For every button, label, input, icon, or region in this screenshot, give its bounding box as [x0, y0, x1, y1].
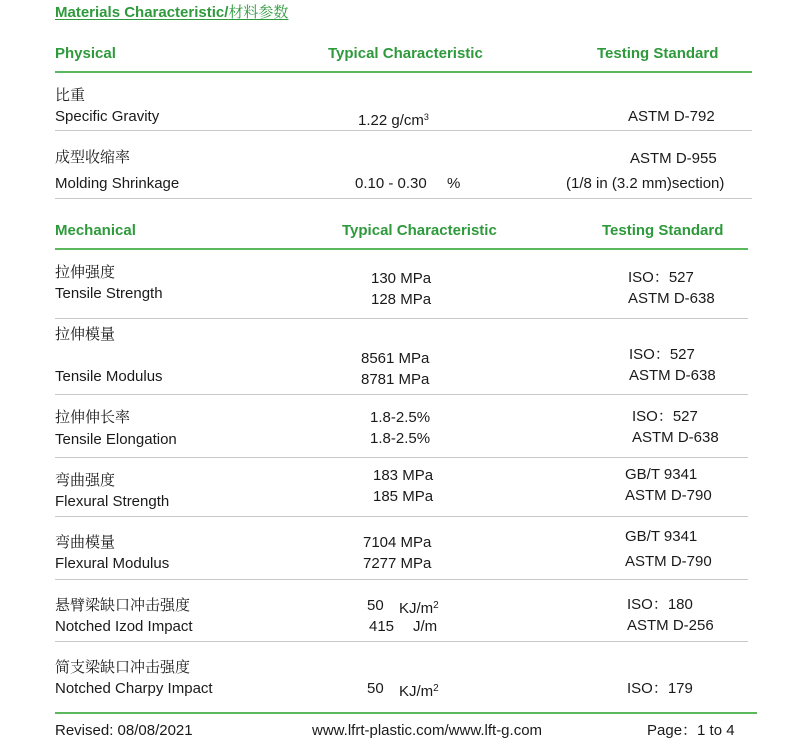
tensile-modulus-en: Tensile Modulus [55, 368, 163, 385]
notched-charpy-cn: 简支梁缺口冲击强度 [55, 659, 191, 676]
row-divider [55, 394, 748, 395]
notched-izod-standard-2: ASTM D-256 [627, 617, 714, 634]
tensile-strength-value-2: 128 MPa [371, 291, 432, 308]
row-divider [55, 198, 752, 199]
notched-charpy-unit: $KJ/m^2$ [399, 683, 439, 700]
row-divider [55, 516, 748, 517]
molding-shrinkage-standard: ASTM D-955 [630, 150, 717, 167]
notched-izod-value-1: 50 [367, 597, 384, 614]
molding-shrinkage-standard-note: (1/8 in (3.2 mm)section) [566, 175, 725, 192]
physical-header-label: Physical [55, 45, 116, 62]
physical-header-rule [55, 71, 752, 73]
tensile-elongation-value-2: 1.8-2.5% [370, 430, 431, 447]
specific-gravity-en: Specific Gravity [55, 108, 160, 125]
molding-shrinkage-cn: 成型收缩率 [55, 149, 131, 166]
notched-charpy-value: 50 [367, 680, 384, 697]
tensile-strength-value-1: 130 MPa [371, 270, 432, 287]
title-en: Materials Characteristic/ [55, 4, 229, 21]
tensile-elongation-standard-2: ASTM D-638 [632, 429, 719, 446]
flexural-strength-standard-1: GB/T 9341 [625, 466, 698, 483]
molding-shrinkage-en: Molding Shrinkage [55, 175, 180, 192]
tensile-modulus-value-1: 8561 MPa [361, 350, 430, 367]
row-divider [55, 641, 748, 642]
flexural-strength-cn: 弯曲强度 [55, 472, 116, 489]
tensile-elongation-en: Tensile Elongation [55, 431, 177, 448]
physical-header-standard: Testing Standard [597, 45, 719, 62]
mechanical-header-label: Mechanical [55, 222, 136, 239]
physical-header-typical: Typical Characteristic [328, 45, 483, 62]
specific-gravity-cn: 比重 [55, 87, 86, 104]
tensile-modulus-value-2: 8781 MPa [361, 371, 430, 388]
molding-shrinkage-value: 0.10 - 0.30 [355, 175, 427, 192]
notched-izod-unit-1: $KJ/m^2$ [399, 600, 439, 617]
flexural-modulus-value-1: 7104 MPa [363, 534, 432, 551]
tensile-strength-standard-1: ISO：527 [628, 269, 694, 286]
row-divider [55, 457, 748, 458]
flexural-modulus-standard-2: ASTM D-790 [625, 553, 712, 570]
flexural-modulus-value-2: 7277 MPa [363, 555, 432, 572]
mechanical-header-standard: Testing Standard [602, 222, 724, 239]
flexural-modulus-cn: 弯曲模量 [55, 534, 116, 551]
tensile-strength-cn: 拉伸强度 [55, 264, 116, 281]
flexural-strength-en: Flexural Strength [55, 493, 170, 510]
document-title [55, 4, 288, 22]
footer-rule [55, 712, 757, 714]
notched-izod-unit-2: J/m [413, 618, 438, 635]
tensile-elongation-value-1: 1.8-2.5% [370, 409, 431, 426]
tensile-elongation-standard-1: ISO：527 [632, 408, 698, 425]
specific-gravity-standard: ASTM D-792 [628, 108, 715, 125]
tensile-elongation-cn: 拉伸伸长率 [55, 409, 131, 426]
notched-izod-en: Notched Izod Impact [55, 618, 193, 635]
mechanical-header-rule [55, 248, 748, 250]
row-divider [55, 130, 752, 131]
footer-revised: Revised: 08/08/2021 [55, 722, 193, 739]
footer-website: www.lfrt-plastic.com/www.lft-g.com [312, 722, 543, 739]
tensile-modulus-standard-1: ISO：527 [629, 346, 695, 363]
molding-shrinkage-unit: % [447, 175, 461, 192]
tensile-strength-en: Tensile Strength [55, 285, 163, 302]
notched-charpy-standard: ISO：179 [627, 680, 693, 697]
notched-izod-value-2: 415 [369, 618, 395, 635]
tensile-modulus-standard-2: ASTM D-638 [629, 367, 716, 384]
flexural-strength-standard-2: ASTM D-790 [625, 487, 712, 504]
row-divider [55, 579, 748, 580]
tensile-modulus-cn: 拉伸模量 [55, 326, 116, 343]
flexural-modulus-standard-1: GB/T 9341 [625, 528, 698, 545]
footer-page: Page：1 to 4 [647, 722, 735, 739]
row-divider [55, 318, 748, 319]
mechanical-header-typical: Typical Characteristic [342, 222, 497, 239]
notched-charpy-en: Notched Charpy Impact [55, 680, 213, 697]
flexural-modulus-en: Flexural Modulus [55, 555, 170, 572]
flexural-strength-value-1: 183 MPa [373, 467, 434, 484]
flexural-strength-value-2: 185 MPa [373, 488, 434, 505]
specific-gravity-value: 1.22 $g/cm^3$ [358, 112, 429, 129]
title-cn: 材料参数 [228, 4, 289, 21]
notched-izod-cn: 悬臂梁缺口冲击强度 [55, 597, 191, 614]
notched-izod-standard-1: ISO：180 [627, 596, 693, 613]
tensile-strength-standard-2: ASTM D-638 [628, 290, 715, 307]
